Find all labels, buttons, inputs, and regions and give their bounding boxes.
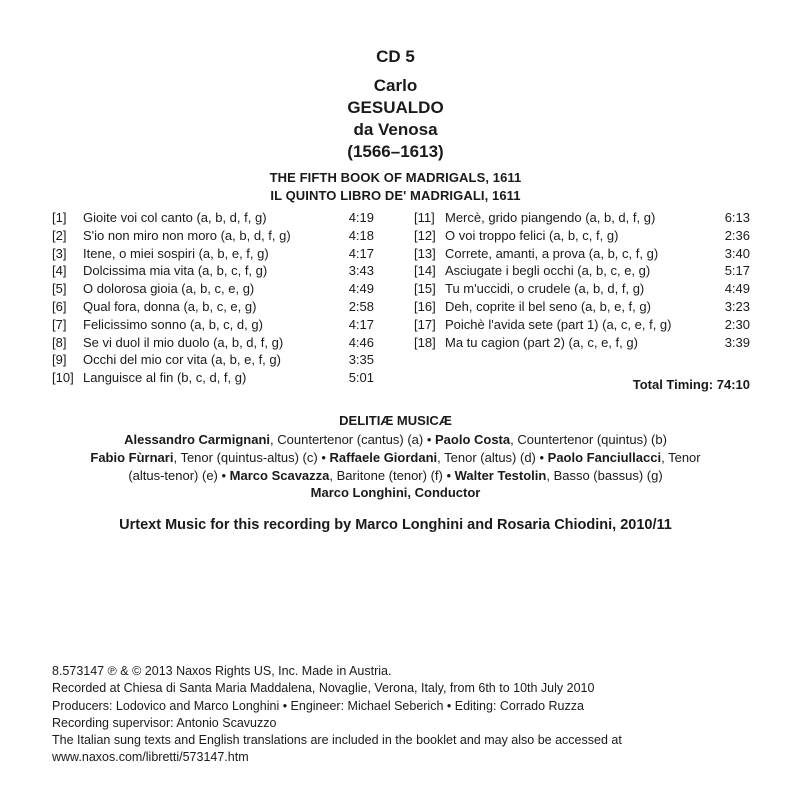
performer-name: Raffaele Giordani bbox=[329, 450, 438, 465]
composer-last-name: GESUALDO bbox=[347, 98, 444, 117]
track-title: Qual fora, donna (a, b, c, e, g) bbox=[83, 298, 257, 314]
track-number: [4] bbox=[52, 263, 67, 279]
track-number: [13] bbox=[414, 245, 436, 261]
performer-name: Alessandro Carmignani bbox=[124, 432, 271, 447]
performer-role: , Basso (bassus) (g) bbox=[546, 468, 663, 483]
track-row bbox=[414, 209, 750, 227]
footer-line: Recording supervisor: Antonio Scavuzzo bbox=[52, 715, 277, 730]
track-title: S'io non miro non moro (a, b, d, f, g) bbox=[83, 227, 291, 243]
track-title: Deh, coprite il bel seno (a, b, e, f, g) bbox=[445, 298, 651, 314]
track-number: [5] bbox=[52, 281, 67, 297]
track-row bbox=[52, 351, 374, 369]
track-duration: 3:35 bbox=[348, 352, 374, 368]
track-title: Occhi del mio cor vita (a, b, e, f, g) bbox=[83, 352, 281, 368]
track-number: [9] bbox=[52, 352, 67, 368]
track-duration: 2:30 bbox=[724, 316, 750, 332]
track-row bbox=[52, 298, 374, 316]
performer-name: Marco Scavazza bbox=[229, 468, 330, 483]
track-row bbox=[52, 262, 374, 280]
footer-line: 8.573147 ℗ & © 2013 Naxos Rights US, Inc. Made in Austria. bbox=[52, 664, 392, 678]
track-duration: 3:43 bbox=[348, 263, 374, 279]
performer-role: , Baritone (tenor) (f) • bbox=[329, 468, 455, 483]
track-duration: 5:17 bbox=[724, 263, 750, 279]
track-title: O dolorosa gioia (a, b, c, e, g) bbox=[83, 281, 255, 297]
track-row bbox=[52, 209, 374, 227]
track-title: Itene, o miei sospiri (a, b, e, f, g) bbox=[83, 245, 269, 261]
track-number: [17] bbox=[414, 316, 436, 332]
track-row bbox=[52, 245, 374, 263]
track-title: Tu m'uccidi, o crudele (a, b, d, f, g) bbox=[445, 281, 645, 297]
performer-name: Paolo Costa bbox=[434, 432, 511, 447]
footer-line: Producers: Lodovico and Marco Longhini • Engineer: Michael Seberich • Editing: Corrado Ruzza bbox=[52, 698, 584, 713]
album-title-italian: IL QUINTO LIBRO DE' MADRIGALI, 1611 bbox=[270, 188, 521, 203]
performers-line-3 bbox=[0, 467, 791, 485]
performer-role: , Tenor (altus) (d) • bbox=[437, 450, 548, 465]
track-duration: 4:49 bbox=[724, 281, 750, 297]
track-number: [1] bbox=[52, 210, 67, 225]
composer-dates: (1566–1613) bbox=[347, 142, 444, 161]
track-duration: 4:19 bbox=[348, 210, 374, 225]
track-duration: 5:01 bbox=[348, 370, 374, 386]
footer-line: Recorded at Chiesa di Santa Maria Maddalena, Novaglie, Verona, Italy, from 6th to 10th July 2010 bbox=[52, 681, 595, 696]
track-duration: 3:23 bbox=[724, 298, 750, 314]
track-number: [7] bbox=[52, 316, 67, 332]
track-title: Gioite voi col canto (a, b, d, f, g) bbox=[83, 210, 267, 225]
track-duration: 4:46 bbox=[348, 334, 374, 350]
track-row bbox=[414, 227, 750, 245]
track-title: Felicissimo sonno (a, b, c, d, g) bbox=[83, 316, 263, 332]
track-duration: 4:18 bbox=[348, 227, 374, 243]
track-title: Se vi duol il mio duolo (a, b, d, f, g) bbox=[83, 334, 284, 350]
performer-name: Walter Testolin bbox=[454, 468, 547, 483]
track-number: [2] bbox=[52, 227, 67, 243]
track-duration: 4:17 bbox=[348, 316, 374, 332]
conductor: Marco Longhini, Conductor bbox=[310, 485, 481, 500]
track-row bbox=[52, 280, 374, 298]
track-duration: 2:36 bbox=[724, 227, 750, 243]
track-number: [10] bbox=[52, 370, 74, 386]
footer-line: www.naxos.com/libretti/573147.htm bbox=[52, 750, 249, 765]
track-number: [11] bbox=[414, 210, 435, 225]
track-row bbox=[414, 262, 750, 280]
track-list-right bbox=[414, 209, 750, 351]
track-number: [3] bbox=[52, 245, 67, 261]
track-number: [15] bbox=[414, 281, 436, 297]
cd-number: CD 5 bbox=[376, 47, 415, 66]
performer-role: , Countertenor (cantus) (a) • bbox=[270, 432, 435, 447]
track-title: Languisce al fin (b, c, d, f, g) bbox=[83, 370, 247, 386]
footer-credits bbox=[52, 663, 772, 767]
track-number: [8] bbox=[52, 334, 67, 350]
performer-role: , Countertenor (quintus) (b) bbox=[510, 432, 667, 447]
track-row bbox=[414, 280, 750, 298]
track-title: Mercè, grido piangendo (a, b, d, f, g) bbox=[445, 210, 656, 225]
ensemble-name: DELITIÆ MUSICÆ bbox=[339, 413, 452, 428]
track-duration: 3:40 bbox=[724, 245, 750, 261]
composer-place: da Venosa bbox=[353, 120, 438, 139]
track-duration: 6:13 bbox=[724, 210, 750, 225]
track-duration: 3:39 bbox=[724, 334, 750, 350]
album-title-english: THE FIFTH BOOK OF MADRIGALS, 1611 bbox=[269, 170, 522, 185]
performers-line-1 bbox=[0, 431, 791, 449]
track-title: Poichè l'avida sete (part 1) (a, c, e, f, g) bbox=[445, 316, 672, 332]
performer-role: , Tenor (quintus-altus) (c) • bbox=[173, 450, 330, 465]
footer-line: The Italian sung texts and English translations are included in the booklet and may also be accessed at bbox=[52, 733, 622, 748]
performer-role: , Tenor bbox=[661, 450, 701, 465]
total-timing: Total Timing: 74:10 bbox=[632, 377, 750, 392]
track-row bbox=[52, 369, 374, 387]
performers-line-2 bbox=[0, 449, 791, 467]
performer-name: Paolo Fanciullacci bbox=[547, 450, 662, 465]
track-duration: 2:58 bbox=[348, 298, 374, 314]
track-row bbox=[414, 298, 750, 316]
track-list-left bbox=[52, 209, 374, 387]
track-title: O voi troppo felici (a, b, c, f, g) bbox=[445, 227, 619, 243]
track-number: [6] bbox=[52, 298, 67, 314]
track-title: Ma tu cagion (part 2) (a, c, e, f, g) bbox=[445, 334, 638, 350]
track-duration: 4:17 bbox=[348, 245, 374, 261]
composer-first-name: Carlo bbox=[373, 76, 418, 95]
track-row bbox=[52, 334, 374, 352]
track-row bbox=[414, 245, 750, 263]
track-duration: 4:49 bbox=[348, 281, 374, 297]
track-number: [14] bbox=[414, 263, 436, 279]
track-title: Dolcissima mia vita (a, b, c, f, g) bbox=[83, 263, 268, 279]
track-number: [12] bbox=[414, 227, 436, 243]
urtext-credit: Urtext Music for this recording by Marco Longhini and Rosaria Chiodini, 2010/11 bbox=[119, 517, 672, 533]
performer-role: (altus-tenor) (e) • bbox=[128, 468, 230, 483]
track-row bbox=[414, 334, 750, 352]
track-title: Asciugate i begli occhi (a, b, c, e, g) bbox=[445, 263, 651, 279]
performer-name: Fabio Fùrnari bbox=[90, 450, 174, 465]
track-row bbox=[414, 316, 750, 334]
track-number: [18] bbox=[414, 334, 436, 350]
track-row bbox=[52, 227, 374, 245]
track-title: Correte, amanti, a prova (a, b, c, f, g) bbox=[445, 245, 659, 261]
track-number: [16] bbox=[414, 298, 436, 314]
track-row bbox=[52, 316, 374, 334]
